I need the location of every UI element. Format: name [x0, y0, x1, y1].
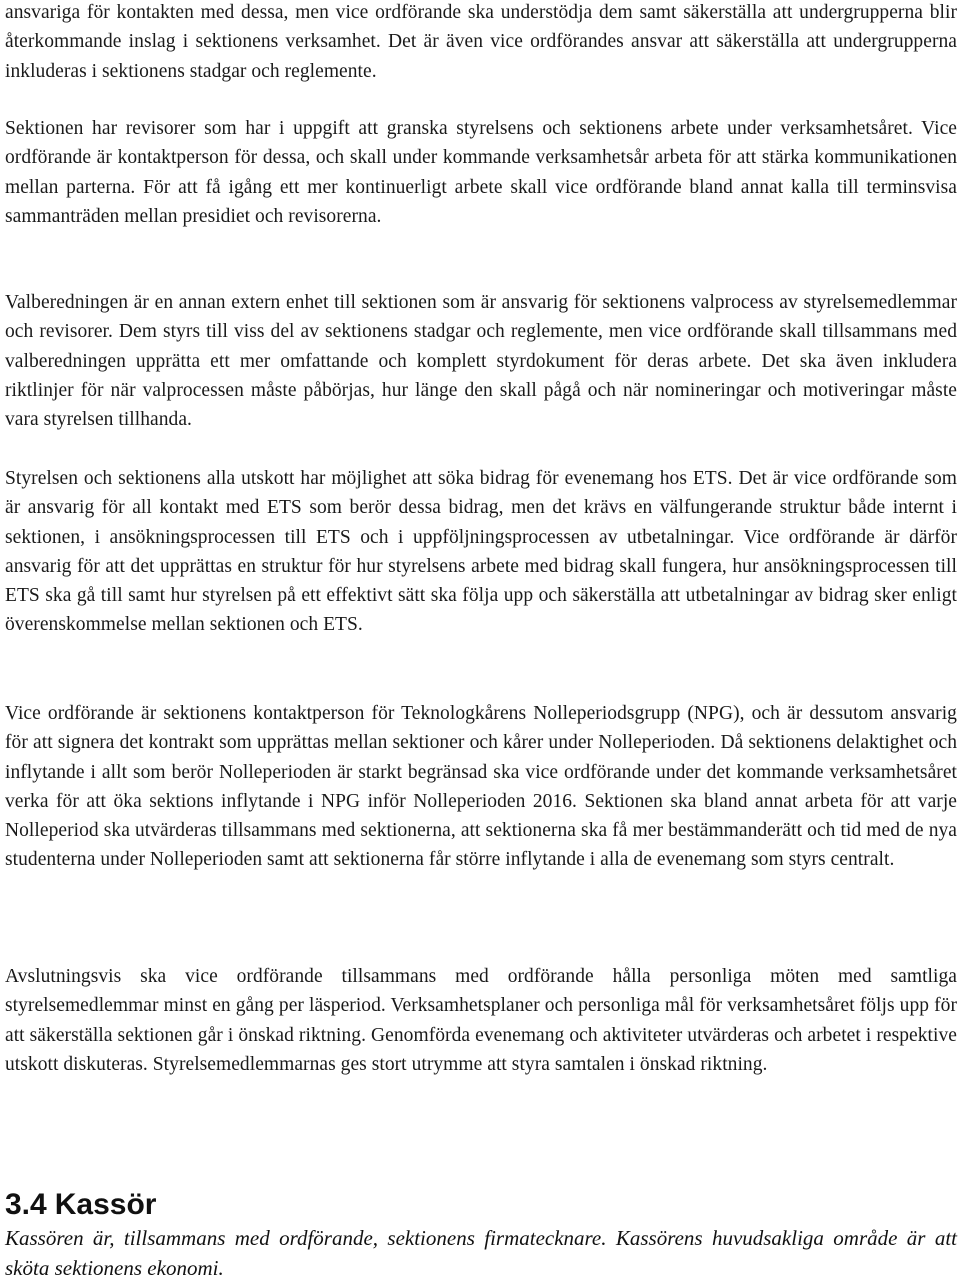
paragraph-text: Avslutningsvis ska vice ordförande tillsammans med ordförande hålla personliga möten med samtliga styrelsemedlemmar minst en gång per läsperiod. Verksamhetsplaner och personliga mål för verksamhetsåret följs upp för att säkerställa sektionen går i önskad riktning. Genomförda evenemang och aktiviteter utvärderas och arbetet i respektive utskott diskuteras. Styrelsemedlemmarnas ges stort utrymme att styra samtalen i önskad riktning. — [5, 966, 957, 1075]
section-lead-text: Kassören är, tillsammans med ordförande, sektionens firmatecknare. Kassörens huvudsakliga område är att sköta sektionens ekonomi. — [5, 1226, 957, 1280]
paragraph-text: Sektionen har revisorer som har i uppgift att granska styrelsens och sektionens arbete under verksamhetsåret. Vice ordförande är kontaktperson för dessa, och skall under kommande verksamhetsår arbeta för att stärka kommunikationen mellan parterna. För att få igång ett mer kontinuerligt arbete skall vice ordförande bland annat kalla till terminsvisa sammanträden mellan presidiet och revisorerna. — [5, 118, 957, 227]
section-title: Kassör — [54, 1188, 157, 1221]
paragraph-text: ansvariga för kontakten med dessa, men vice ordförande ska understödja dem samt säkerställa att undergrupperna blir återkommande inslag i sektionens verksamhet. Det är även vice ordförandes ansvar att säkerställa att undergrupperna inkluderas i sektionens stadgar och reglemente. — [5, 2, 957, 82]
paragraph-text: Valberedningen är en annan extern enhet till sektionen som är ansvarig för sektionens valprocess av styrelsemedlemmar och revisorer. Dem styrs till viss del av sektionens stadgar och reglemente, men vice ordförande skall tillsammans med valberedningen upprätta ett mer omfattande och komplett styrdokument för deras arbete. Det ska även inkludera riktlinjer för när valprocessen måste påbörjas, hur länge den skall pågå och när nomineringar och motiveringar måste vara styrelsen tillhanda. — [5, 292, 957, 431]
section-number: 3.4 — [5, 1188, 47, 1221]
paragraph-text: Styrelsen och sektionens alla utskott har möjlighet att söka bidrag för evenemang hos ETS. Det är vice ordförande som är ansvarig för all kontakt med ETS som berör dessa bidrag, men det krävs en välfungerande struktur både internt i sektionen, i ansökningsprocessen till ETS och i uppföljningsprocessen av utbetalningar. Vice ordförande är därför ansvarig för att det upprättas en struktur för hur styrelsens arbete med bidrag skall fungera, hur ansökningsprocessen till ETS ska gå till samt hur styrelsen på ett effektivt sätt ska följa upp och säkerställa att utbetalningar av bidrag sker enligt överenskommelse mellan sektionen och ETS. — [5, 468, 957, 636]
section-lead — [5, 1223, 957, 1283]
section-heading — [5, 1186, 156, 1224]
paragraph-revisors — [5, 114, 957, 231]
paragraph-npg — [5, 699, 957, 875]
paragraph-text: Vice ordförande är sektionens kontaktperson för Teknologkårens Nolleperiodsgrupp (NPG), och är dessutom ansvarig för att signera det kontrakt som upprättas mellan sektioner och kårer under Nolleperioden. Då sektionens delaktighet och inflytande i allt som berör Nolleperioden är starkt begränsad ska vice ordförande under det kommande verksamhetsåret verka för att öka sektions inflytande i NPG inför Nolleperioden 2016. Sektionen ska bland annat arbeta för att varje Nolleperiod ska utvärderas tillsammans med sektionerna, att sektionerna ska få mer bestämmanderätt och tid med de nya studenterna under Nolleperioden samt att sektionerna får större inflytande i alla de evenemang som styrs centralt. — [5, 703, 957, 871]
paragraph-ets-bidrag — [5, 464, 957, 640]
paragraph-valberedning — [5, 288, 957, 434]
paragraph-personliga-moten — [5, 962, 957, 1079]
paragraph-undergroups — [5, 0, 957, 86]
